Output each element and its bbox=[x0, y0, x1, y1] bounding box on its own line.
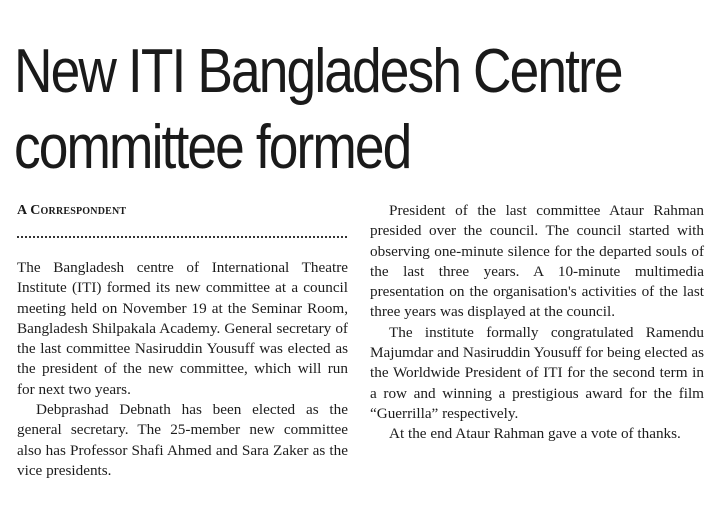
dotted-divider bbox=[17, 236, 347, 238]
right-paragraph-3: At the end Ataur Rahman gave a vote of thanks. bbox=[389, 425, 681, 443]
headline-line-2: committee formed bbox=[14, 113, 411, 182]
right-paragraph-1: President of the last committee Ataur Rahman presided over the council. The council started with observing one-minute silence for the departed souls of the last three years. A 10-minute multimedia presentation on the organisation's activities of the last three years was displayed at the council. bbox=[370, 202, 704, 321]
left-paragraph-1: The Bangladesh centre of International Theatre Institute (ITI) formed its new committee at a council meeting held on November 19 at the Seminar Room, Bangladesh Shilpakala Academy. General secretary of the last committee Nasiruddin Yousuff was elected as the president of the new committee, which will run for next two years. bbox=[17, 259, 348, 398]
byline: A Correspondent bbox=[17, 203, 127, 218]
left-column bbox=[17, 258, 348, 481]
headline-line-1: New ITI Bangladesh Centre bbox=[14, 37, 622, 106]
right-column bbox=[370, 201, 704, 445]
headline bbox=[14, 34, 622, 186]
right-paragraph-2: The institute formally congratulated Ramendu Majumdar and Nasiruddin Yousuff for being elected as the Worldwide President of ITI for the second term in a row and winning a prestigious award for the film “Guerrilla” respectively. bbox=[370, 323, 704, 422]
left-paragraph-2: Debprashad Debnath has been elected as the general secretary. The 25-member new committee also has Professor Shafi Ahmed and Sara Zaker as the vice presidents. bbox=[17, 401, 348, 479]
